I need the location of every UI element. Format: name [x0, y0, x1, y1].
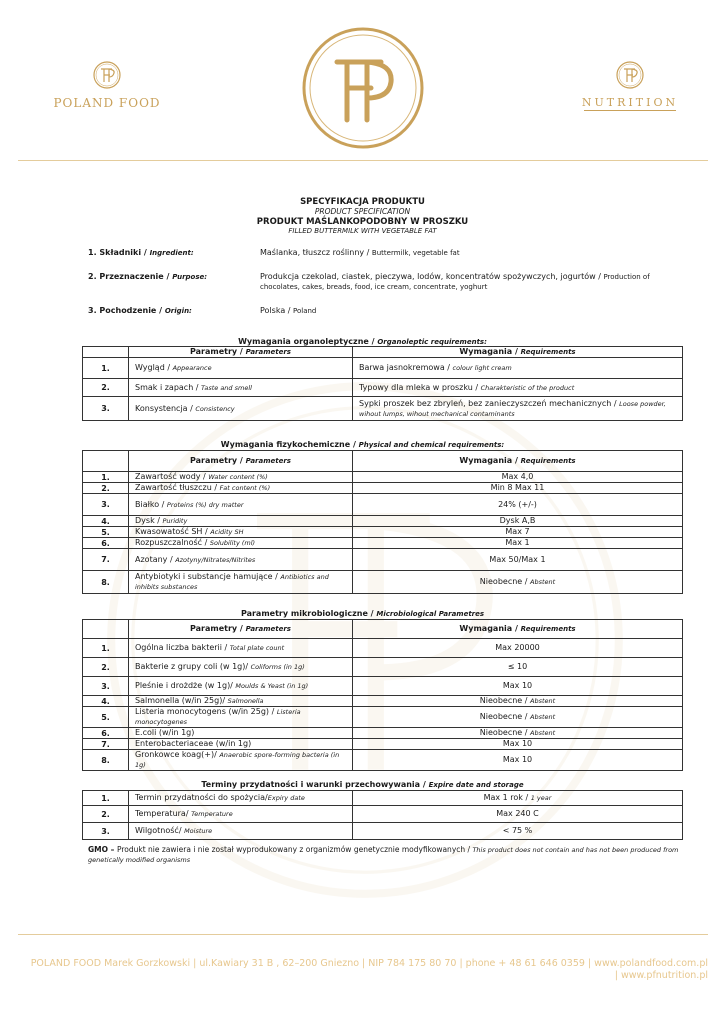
micro-heading [0, 609, 725, 618]
info-label-en: Purpose: [172, 273, 208, 281]
info-label: 2. Przeznaczenie / [88, 272, 173, 281]
row-param: Kwasowatość SH / Acidity SH [129, 527, 353, 538]
table-row [83, 639, 683, 658]
header-divider [18, 160, 708, 161]
row-param: Smak i zapach / Taste and smell [129, 379, 353, 397]
row-number: 5. [83, 527, 129, 538]
table-row [83, 527, 683, 538]
row-req: Nieobecne / Abstent [353, 571, 683, 594]
section-heading-text: Wymagania organoleptyczne / [238, 337, 378, 346]
row-param: Rozpuszczalność / Solubility (ml) [129, 538, 353, 549]
row-req: Max 20000 [353, 639, 683, 658]
row-number: 2. [83, 658, 129, 677]
row-number: 6. [83, 538, 129, 549]
row-number: 7. [83, 549, 129, 571]
section-heading-text: Terminy przydatności i warunki przechowywania / [201, 780, 429, 789]
row-number: 6. [83, 728, 129, 739]
row-req: Sypki proszek bez zbryleń, bez zanieczyszczeń mechanicznych / Loose powder, wihout lumps, wihout mechanical contaminants [353, 397, 683, 421]
info-value-en: Production of chocolates, cakes, breads, food, ice cream, concentrate, yoghurt [260, 273, 650, 291]
row-number: 1. [83, 472, 129, 483]
section-heading-en: Expire date and storage [428, 781, 524, 789]
section-heading-en: Physical and chemical requirements: [358, 441, 505, 449]
row-req: 24% (+/-) [353, 494, 683, 516]
row-number: 7. [83, 739, 129, 750]
info-value: Maślanka, tłuszcz roślinny / [260, 248, 372, 257]
footer-line-1: POLAND FOOD Marek Gorzkowski | ul.Kawiary 31 B , 62–200 Gniezno | NIP 784 175 80 70 | phone + 48 61 646 0359 | www.polandfood.com.pl [30, 958, 708, 969]
gmo-text: Produkt nie zawiera i nie został wyprodukowany z organizmów genetycznie modyfikowanych / [116, 845, 473, 854]
organoleptic-table [82, 346, 683, 421]
poland-food-logo [52, 60, 162, 110]
physchem-heading [0, 440, 725, 449]
row-req: Max 10 [353, 750, 683, 771]
row-req: ≤ 10 [353, 658, 683, 677]
row-param: Białko / Proteins (%) dry matter [129, 494, 353, 516]
section-heading-en: Organoleptic requirements: [377, 338, 487, 346]
table-row [83, 806, 683, 823]
header-req: Wymagania / Requirements [353, 620, 683, 639]
row-number: 5. [83, 707, 129, 728]
row-param: Zawartość wody / Water content (%) [129, 472, 353, 483]
row-req: Max 1 [353, 538, 683, 549]
organoleptic-heading [0, 337, 725, 346]
table-row [83, 379, 683, 397]
row-number: 4. [83, 516, 129, 527]
table-row [83, 516, 683, 527]
row-param: Listeria monocytogens (w/in 25g) / Listeria monocytogenes [129, 707, 353, 728]
info-value-en: Poland [293, 307, 317, 315]
header-no [83, 451, 129, 472]
table-row [83, 739, 683, 750]
poland-food-text: POLAND FOOD [53, 96, 161, 110]
header-no [83, 347, 129, 358]
row-number: 3. [83, 677, 129, 696]
row-param: Wygląd / Appearance [129, 358, 353, 379]
row-req: Max 7 [353, 527, 683, 538]
title-line-2: PRODUCT SPECIFICATION [314, 207, 411, 216]
table-row [83, 696, 683, 707]
row-req: Max 1 rok / 1 year [353, 791, 683, 806]
row-req: Barwa jasnokremowa / colour light cream [353, 358, 683, 379]
row-req: Typowy dla mleka w proszku / Charakteristic of the product [353, 379, 683, 397]
row-number: 1. [83, 358, 129, 379]
row-number: 2. [83, 483, 129, 494]
row-number: 1. [83, 639, 129, 658]
table-row [83, 494, 683, 516]
row-param: Wilgotność/ Moisture [129, 823, 353, 840]
footer-line-2: | www.pfnutrition.pl [614, 970, 708, 981]
table-header-row [83, 451, 683, 472]
table-header-row [83, 347, 683, 358]
nutrition-logo [575, 60, 685, 111]
nutrition-text: NUTRITION [581, 96, 679, 109]
table-row [83, 750, 683, 771]
pf-monogram-icon [615, 60, 645, 90]
row-param: Konsystencja / Consistency [129, 397, 353, 421]
section-heading-text: Wymagania fizykochemiczne / [220, 440, 359, 449]
table-row [83, 397, 683, 421]
table-row [83, 728, 683, 739]
row-param: Enterobacteriaceae (w/in 1g) [129, 739, 353, 750]
table-row [83, 549, 683, 571]
info-value: Polska / [260, 306, 293, 315]
row-number: 4. [83, 696, 129, 707]
header-req: Wymagania / Requirements [353, 451, 683, 472]
info-label-en: Ingredient: [149, 249, 194, 257]
header-param: Parametry / Parameters [129, 347, 353, 358]
row-param: Salmonella (w/in 25g)/ Salmonella [129, 696, 353, 707]
title-line-3: PRODUKT MAŚLANKOPODOBNY W PROSZKU [256, 217, 469, 227]
header-param: Parametry / Parameters [129, 451, 353, 472]
center-fp-logo [301, 26, 425, 150]
footer-divider [18, 934, 708, 935]
title-line-4: FILLED BUTTERMILK WITH VEGETABLE FAT [288, 227, 437, 235]
row-number: 3. [83, 397, 129, 421]
table-row [83, 538, 683, 549]
row-param: Ogólna liczba bakterii / Total plate count [129, 639, 353, 658]
table-row [83, 823, 683, 840]
row-param: Pleśnie i drożdże (w 1g)/ Moulds & Yeast (in 1g) [129, 677, 353, 696]
row-param: Zawartość tłuszczu / Fat content (%) [129, 483, 353, 494]
row-param: Gronkowce koag(+)/ Anaerobic spore-forming bacteria (in 1g) [129, 750, 353, 771]
row-param: Bakterie z grupy coli (w 1g)/ Coliforms (in 1g) [129, 658, 353, 677]
gmo-label: GMO – [88, 845, 117, 854]
gmo-statement [88, 845, 688, 865]
table-row [83, 483, 683, 494]
title-line-1: SPECYFIKACJA PRODUKTU [300, 197, 425, 207]
row-param: Antybiotyki i substancje hamujące / Antibiotics and inhibits substances [129, 571, 353, 594]
row-req: Max 10 [353, 739, 683, 750]
section-heading-en: Microbiological Parametres [376, 610, 485, 618]
nutrition-underline [584, 110, 676, 111]
info-value-en: Buttermilk, vegetable fat [371, 249, 460, 257]
storage-heading [0, 780, 725, 789]
row-number: 1. [83, 791, 129, 806]
info-value: Produkcja czekolad, ciastek, pieczywa, lodów, koncentratów spożywczych, jogurtów / [260, 272, 604, 281]
row-param: E.coli (w/in 1g) [129, 728, 353, 739]
row-req: Nieobecne / Abstent [353, 696, 683, 707]
row-number: 2. [83, 379, 129, 397]
table-row [83, 571, 683, 594]
micro-table [82, 619, 683, 771]
gmo-text-en: This product does not contain and has not been produced from genetically modified organisms [88, 846, 679, 864]
row-req: Nieobecne / Abstent [353, 728, 683, 739]
physchem-table [82, 450, 683, 594]
storage-table [82, 790, 683, 840]
row-req: Max 240 C [353, 806, 683, 823]
row-req: Max 50/Max 1 [353, 549, 683, 571]
info-label-en: Origin: [164, 307, 192, 315]
header-req: Wymagania / Requirements [353, 347, 683, 358]
row-param: Azotany / Azotyny/Nitrates/Nitrites [129, 549, 353, 571]
table-row [83, 707, 683, 728]
row-req: < 75 % [353, 823, 683, 840]
row-number: 3. [83, 494, 129, 516]
row-param: Termin przydatności do spożycia/Expiry date [129, 791, 353, 806]
row-number: 2. [83, 806, 129, 823]
row-req: Min 8 Max 11 [353, 483, 683, 494]
row-req: Nieobecne / Abstent [353, 707, 683, 728]
row-req: Dysk A,B [353, 516, 683, 527]
table-row [83, 658, 683, 677]
table-row [83, 791, 683, 806]
table-header-row [83, 620, 683, 639]
row-number: 3. [83, 823, 129, 840]
pf-monogram-icon [92, 60, 122, 90]
table-row [83, 472, 683, 483]
table-row [83, 358, 683, 379]
row-req: Max 10 [353, 677, 683, 696]
row-req: Max 4,0 [353, 472, 683, 483]
row-number: 8. [83, 571, 129, 594]
document-title [0, 197, 725, 235]
row-number: 8. [83, 750, 129, 771]
info-label: 1. Składniki / [88, 248, 150, 257]
row-param: Dysk / Puridity [129, 516, 353, 527]
footer [20, 958, 708, 982]
row-param: Temperatura/ Temperature [129, 806, 353, 823]
header-param: Parametry / Parameters [129, 620, 353, 639]
info-label: 3. Pochodzenie / [88, 306, 165, 315]
header-no [83, 620, 129, 639]
table-row [83, 677, 683, 696]
section-heading-text: Parametry mikrobiologiczne / [240, 609, 377, 618]
